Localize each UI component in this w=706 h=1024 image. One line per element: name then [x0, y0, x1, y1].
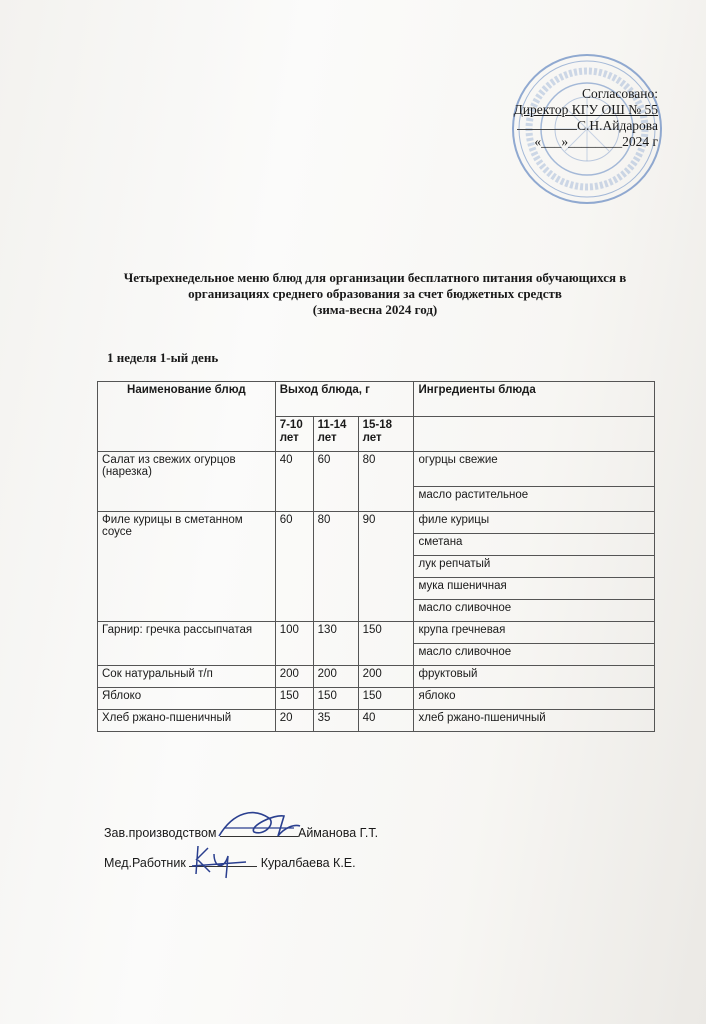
dish-name-cell: Яблоко: [98, 688, 276, 710]
output-15-18-cell: 200: [358, 666, 414, 688]
menu-table: [97, 381, 655, 732]
output-15-18-cell: 90: [358, 512, 414, 622]
signature-med-label: Мед.Работник: [104, 856, 186, 870]
output-7-10-cell: 40: [275, 452, 313, 512]
header-output: Выход блюда, г: [275, 382, 414, 417]
output-7-10-cell: 20: [275, 710, 313, 732]
output-15-18-cell: 150: [358, 622, 414, 666]
title-line-1: Четырехнедельное меню блюд для организации бесплатного питания обучающихся в: [123, 270, 627, 285]
ingredient-cell: сметана: [414, 534, 655, 556]
header-age-15-18: 15-18 лет: [358, 417, 414, 452]
ingredient-cell: масло сливочное: [414, 644, 655, 666]
table-row: [98, 666, 655, 688]
header-empty: [414, 417, 655, 452]
output-11-14-cell: 80: [313, 512, 358, 622]
title-line-3: (зима-весна 2024 год): [312, 302, 438, 317]
table-header-row: [98, 382, 655, 417]
title-line-2: организациях среднего образования за счет бюджетных средств: [188, 286, 562, 301]
output-7-10-cell: 100: [275, 622, 313, 666]
table-row: [98, 688, 655, 710]
output-7-10-cell: 60: [275, 512, 313, 622]
table-row: [98, 622, 655, 644]
ingredient-cell: крупа гречневая: [414, 622, 655, 644]
header-age-11-14: 11-14 лет: [313, 417, 358, 452]
output-15-18-cell: 40: [358, 710, 414, 732]
day-label: 1 неделя 1-ый день: [107, 350, 219, 365]
signature-head-name: Айманова Г.Т.: [297, 826, 379, 840]
ingredient-cell: яблоко: [414, 688, 655, 710]
output-7-10-cell: 200: [275, 666, 313, 688]
header-ingredients: Ингредиенты блюда: [414, 382, 655, 417]
ingredient-cell: масло сливочное: [414, 600, 655, 622]
dish-name-cell: Салат из свежих огурцов (нарезка): [98, 452, 276, 512]
output-11-14-cell: 150: [313, 688, 358, 710]
approval-heading: Согласовано:: [582, 86, 658, 101]
output-11-14-cell: 35: [313, 710, 358, 732]
approval-name: [428, 118, 658, 134]
output-7-10-cell: 150: [275, 688, 313, 710]
dish-name-cell: Филе курицы в сметанном соусе: [98, 512, 276, 622]
menu-table-body: [98, 452, 655, 732]
output-15-18-cell: 80: [358, 452, 414, 512]
output-11-14-cell: 200: [313, 666, 358, 688]
approval-date: «___»________2024 г: [534, 134, 658, 149]
approval-block: [428, 86, 658, 150]
dish-name-cell: Хлеб ржано-пшеничный: [98, 710, 276, 732]
output-11-14-cell: 60: [313, 452, 358, 512]
ingredient-cell: филе курицы: [414, 512, 655, 534]
header-age-7-10: 7-10 лет: [275, 417, 313, 452]
signature-med-name: Куралбаева К.Е.: [260, 856, 356, 870]
ingredient-cell: фруктовый: [414, 666, 655, 688]
ingredient-cell: масло растительное: [414, 487, 655, 512]
ingredient-cell: хлеб ржано-пшеничный: [414, 710, 655, 732]
output-11-14-cell: 130: [313, 622, 358, 666]
signature-head-label: Зав.производством: [104, 826, 217, 840]
dish-name-cell: Гарнир: гречка рассыпчатая: [98, 622, 276, 666]
ingredient-cell: огурцы свежие: [414, 452, 655, 487]
header-dish-name: Наименование блюд: [98, 382, 276, 452]
table-row: [98, 512, 655, 534]
dish-name-cell: Сок натуральный т/п: [98, 666, 276, 688]
table-row: [98, 452, 655, 487]
table-row: [98, 710, 655, 732]
approval-name-text: С.Н.Айдарова: [576, 118, 658, 133]
output-15-18-cell: 150: [358, 688, 414, 710]
document-title: [70, 270, 680, 318]
ingredient-cell: мука пшеничная: [414, 578, 655, 600]
approval-director: Директор КГУ ОШ № 55: [513, 102, 658, 117]
ingredient-cell: лук репчатый: [414, 556, 655, 578]
med-handwritten-signature: [190, 838, 250, 880]
